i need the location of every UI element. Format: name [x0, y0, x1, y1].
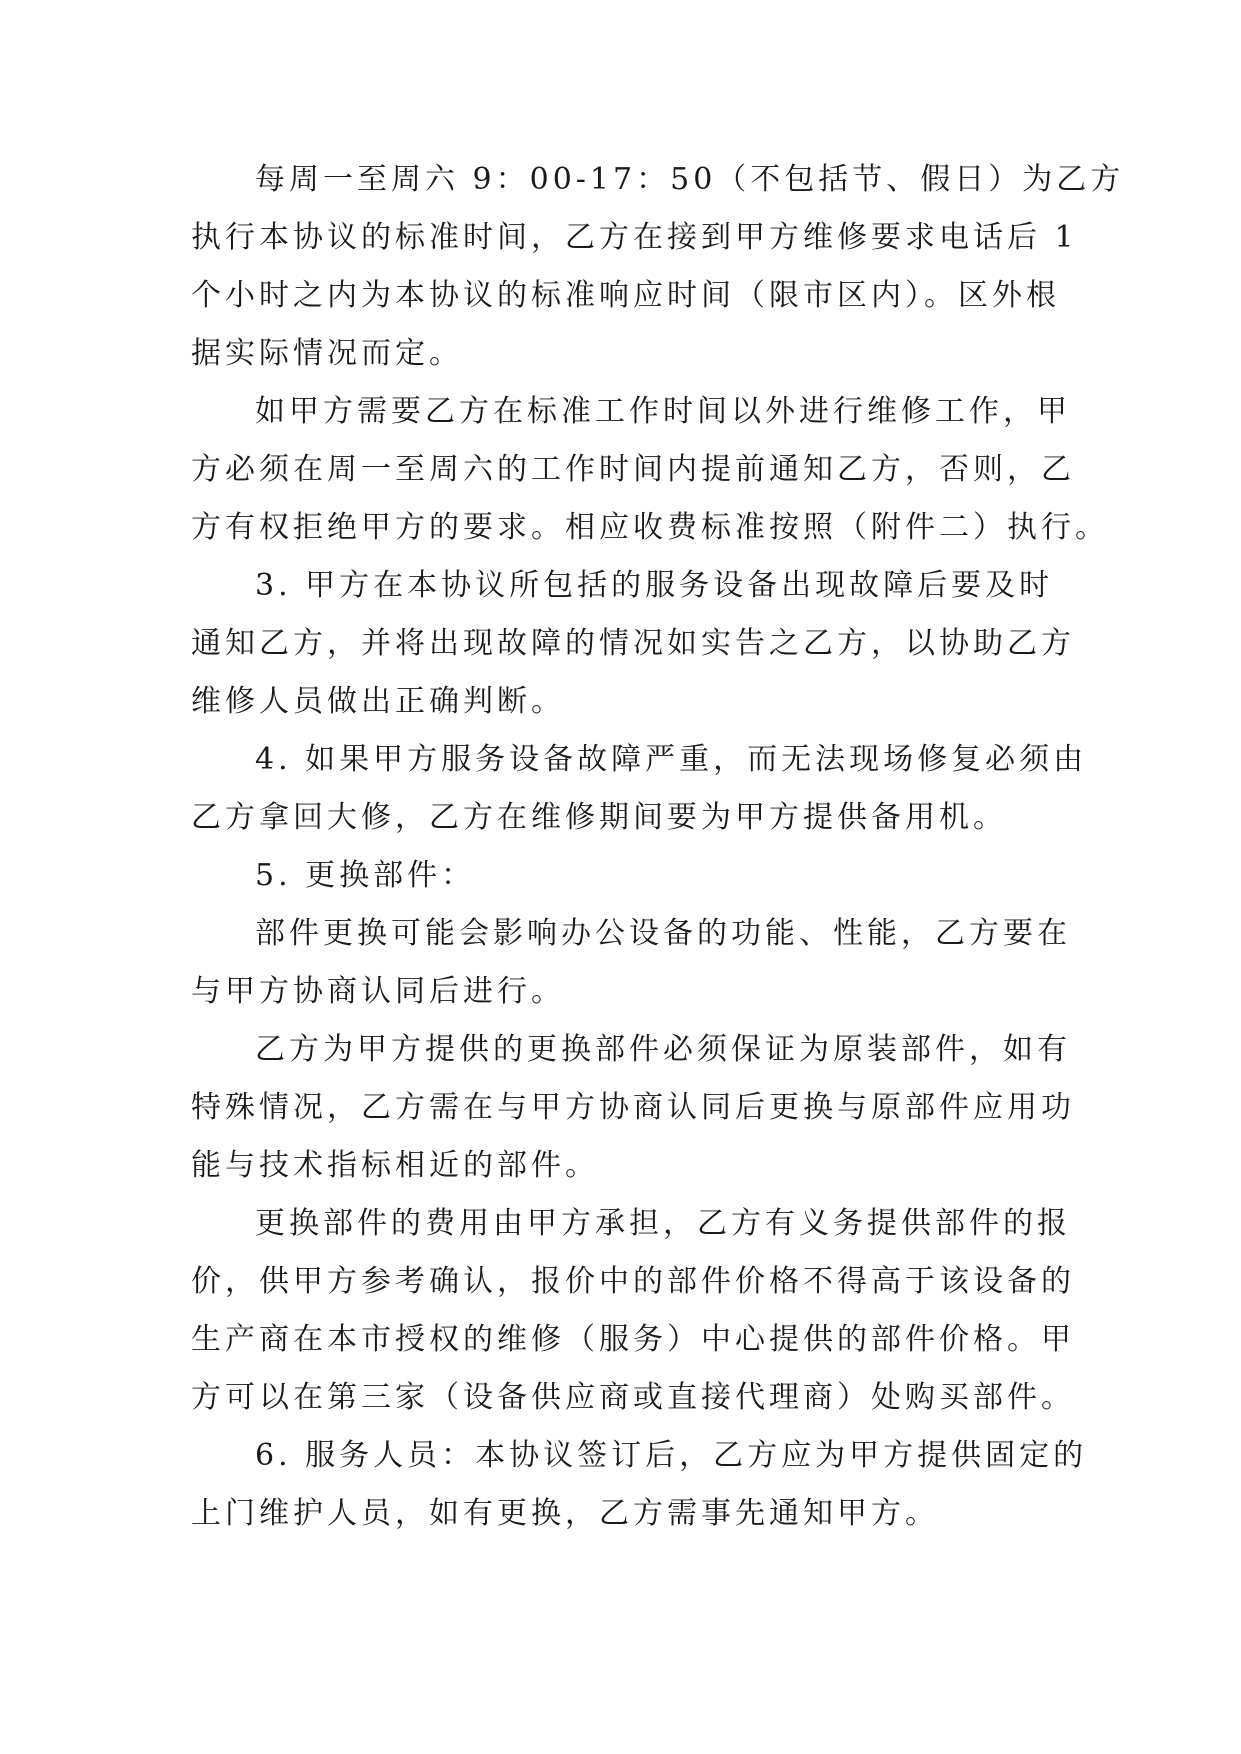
paragraph-parts-cost: [191, 1195, 1075, 1427]
text-line: 乙方为甲方提供的更换部件必须保证为原装部件，如有: [255, 1032, 1071, 1067]
text-line: 方可以在第三家（设备供应商或直接代理商）处购买部件。: [191, 1380, 1075, 1415]
text-line: 更换部件的费用由甲方承担，乙方有义务提供部件的报: [255, 1206, 1071, 1241]
paragraph-overtime: [191, 383, 1109, 557]
paragraph-clause-5-heading: [191, 847, 1053, 905]
text-line: 每周一至周六 9：00-17：50（不包括节、假日）为乙方: [255, 162, 1125, 197]
text-line: 6. 服务人员：本协议签订后，乙方应为甲方提供固定的: [255, 1438, 1088, 1473]
text-line: 部件更换可能会影响办公设备的功能、性能，乙方要在: [255, 916, 1071, 951]
paragraph-clause-3: [191, 557, 1075, 731]
paragraph-original-parts: [191, 1021, 1075, 1195]
paragraph-service-hours: [191, 151, 1125, 383]
text-line: 维修人员做出正确判断。: [191, 684, 565, 719]
text-line: 与甲方协商认同后进行。: [191, 974, 565, 1009]
text-line: 方有权拒绝甲方的要求。相应收费标准按照（附件二）执行。: [191, 510, 1109, 545]
text-line: 个小时之内为本协议的标准响应时间（限市区内）。区外根: [191, 278, 1060, 313]
text-line: 据实际情况而定。: [191, 336, 463, 371]
text-line: 通知乙方，并将出现故障的情况如实告之乙方，以协助乙方: [191, 626, 1075, 661]
text-line: 5. 更换部件：: [255, 858, 476, 893]
text-line: 生产商在本市授权的维修（服务）中心提供的部件价格。甲: [191, 1322, 1075, 1357]
paragraph-clause-6: [191, 1427, 1088, 1543]
text-line: 3. 甲方在本协议所包括的服务设备出现故障后要及时: [255, 568, 1054, 603]
text-line: 方必须在周一至周六的工作时间内提前通知乙方，否则，乙: [191, 452, 1075, 487]
text-line: 如甲方需要乙方在标准工作时间以外进行维修工作，甲: [255, 394, 1071, 429]
text-line: 上门维护人员，如有更换，乙方需事先通知甲方。: [191, 1496, 939, 1531]
text-line: 特殊情况，乙方需在与甲方协商认同后更换与原部件应用功: [191, 1090, 1075, 1125]
text-line: 能与技术指标相近的部件。: [191, 1148, 599, 1183]
text-line: 4. 如果甲方服务设备故障严重，而无法现场修复必须由: [255, 742, 1088, 777]
text-line: 执行本协议的标准时间，乙方在接到甲方维修要求电话后 1: [191, 220, 1078, 255]
document-body: [191, 151, 1125, 1543]
text-line: 乙方拿回大修，乙方在维修期间要为甲方提供备用机。: [191, 800, 1007, 835]
paragraph-clause-4: [191, 731, 1088, 847]
text-line: 价，供甲方参考确认，报价中的部件价格不得高于该设备的: [191, 1264, 1075, 1299]
paragraph-parts-replacement: [191, 905, 1071, 1021]
